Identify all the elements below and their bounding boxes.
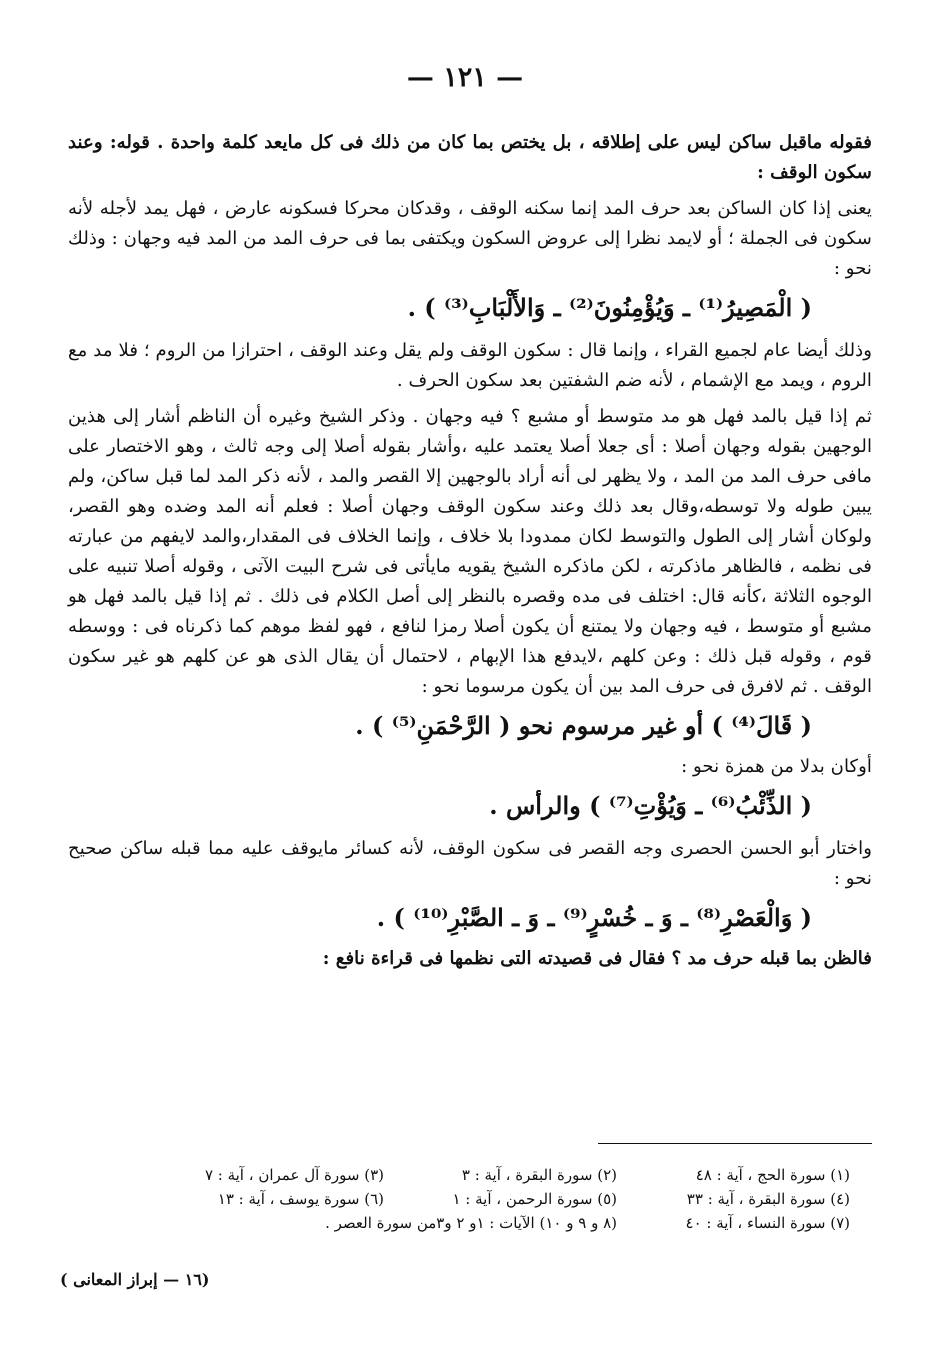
footnote: (٢) سورة البقرة ، آية : ٣: [461, 1166, 617, 1184]
quran-verse: ( وَالْعَصْرِ⁽⁸⁾ ـ وَ ـ خُسْرٍ⁽⁹⁾ ـ وَ ـ الصَّبْرِ⁽¹⁰⁾ ) .: [376, 903, 812, 932]
footnote-row: [150, 1163, 850, 1187]
signature-mark: (١٦ — إبراز المعانى ): [60, 1270, 210, 1289]
footnote: (١) سورة الحج ، آية : ٤٨: [695, 1166, 850, 1184]
footnotes: [150, 1163, 850, 1235]
main-text: [68, 128, 872, 974]
quran-verse: ( قَالَ⁽⁴⁾ ) أو غير مرسوم نحو ( الرَّحْمَنِ⁽⁵⁾ ) .: [355, 711, 812, 740]
footnote: (٦) سورة يوسف ، آية : ١٣: [217, 1190, 384, 1208]
paragraph: واختار أبو الحسن الحصرى وجه القصر فى سكون الوقف، لأنه كسائر مايوقف عليه مما قبله ساكن صحيح نحو :: [68, 838, 872, 889]
page-number: — ١٢١ —: [406, 62, 524, 93]
quran-verse: ( الْمَصِيرُ⁽¹⁾ ـ وَيُؤْمِنُونَ⁽²⁾ ـ وَالأَلْبَابِ⁽³⁾ ) .: [407, 293, 812, 322]
footnote-row: [150, 1187, 850, 1211]
quran-verse: ( الذِّئْبُ⁽⁶⁾ ـ وَيُؤْتِ⁽⁷⁾ ) والرأس .: [489, 791, 812, 820]
footnote: (٥) سورة الرحمن ، آية : ١: [452, 1190, 617, 1208]
paragraph: ثم إذا قيل بالمد فهل هو مد متوسط أو مشبع ؟ فيه وجهان . وذكر الشيخ وغيره أن الناظم أشار إلى هذين الوجهين بقوله وجهان أصلا : أى جعلا أصلا يعتمد عليه ،وأشار بقوله أصلا إلى وجه ثالث ، وهو الاختصار على مافى حرف المد من المد ، ولا يظهر لى أنه أراد بالوجهين إلا القصر والمد ، لأنه ذكر المد لما قبل ساكن، ولم يبين طوله ولا توسطه،وقال بعد ذلك وعند سكون الوقف وجهان أصلا : فعلم أنه المد وضده وهو القصر، ولوكان أشار إلى الطول والتوسط لكان ممدودا بلا خلاف ، وإنما الخلاف فى المقدار،والمد لايفهم من عبارته فى نظمه ، فالظاهر ماذكرته ، لكن ماذكره الشيخ يقويه مايأتى فى شرح البيت الآتى ، وقوله أصلا تنبيه على الوجوه الثلاثة ،كأنه قال: اختلف فى مده وقصره بالنظر إلى أصل الكلام فى ذلك . ثم إذا قيل بالمد فهل هو مشبع أو متوسط ، فيه وجهان ولا يمتنع أن يكون أصلا رمزا لنافع ، فهو لفظ موهم كما ذكرناه فى : ووسطه قوم ، وقوله قبل ذلك : وعن كلهم ،لايدفع هذا الإبهام ، لاحتمال أن يقال الذى هو عن كلهم هو غير سكون الوقف . ثم لافرق فى حرف المد بين أن يكون مرسوما نحو :: [68, 406, 872, 697]
footnote: (٤) سورة البقرة ، آية : ٣٣: [686, 1190, 850, 1208]
footnote-row: [150, 1211, 850, 1235]
paragraph: فقوله ماقبل ساكن ليس على إطلاقه ، بل يختص بما كان من ذلك فى كل مايعد كلمة واحدة . قوله: وعند سكون الوقف :: [68, 132, 872, 183]
paragraph: يعنى إذا كان الساكن بعد حرف المد إنما سكنه الوقف ، وقدكان محركا فسكونه عارض ، فهل يمد لأجله لأنه سكون فى الجملة ؛ أو لايمد نظرا إلى عروض السكون ويكتفى بما فى حرف المد من المد فيه وجهان : وذلك نحو :: [68, 198, 872, 279]
footnote-divider: [598, 1143, 872, 1144]
paragraph: أوكان بدلا من همزة نحو :: [681, 756, 872, 777]
footnote: (٣) سورة آل عمران ، آية : ٧: [204, 1166, 384, 1184]
paragraph: فالظن بما قبله حرف مد ؟ فقال فى قصيدته التى نظمها فى قراءة نافع :: [322, 948, 872, 969]
footnote: (٧) سورة النساء ، آية : ٤٠: [685, 1214, 850, 1232]
footnote: (٨ و ٩ و ١٠) الآيات : ١و ٢ و٣من سورة العصر .: [325, 1214, 617, 1232]
paragraph: وذلك أيضا عام لجميع القراء ، وإنما قال : سكون الوقف ولم يقل وعند الوقف ، احترازا من الروم ؛ فلا مد مع الروم ، ويمد مع الإشمام ، لأنه ضم الشفتين بعد سكون الحرف .: [68, 340, 872, 391]
